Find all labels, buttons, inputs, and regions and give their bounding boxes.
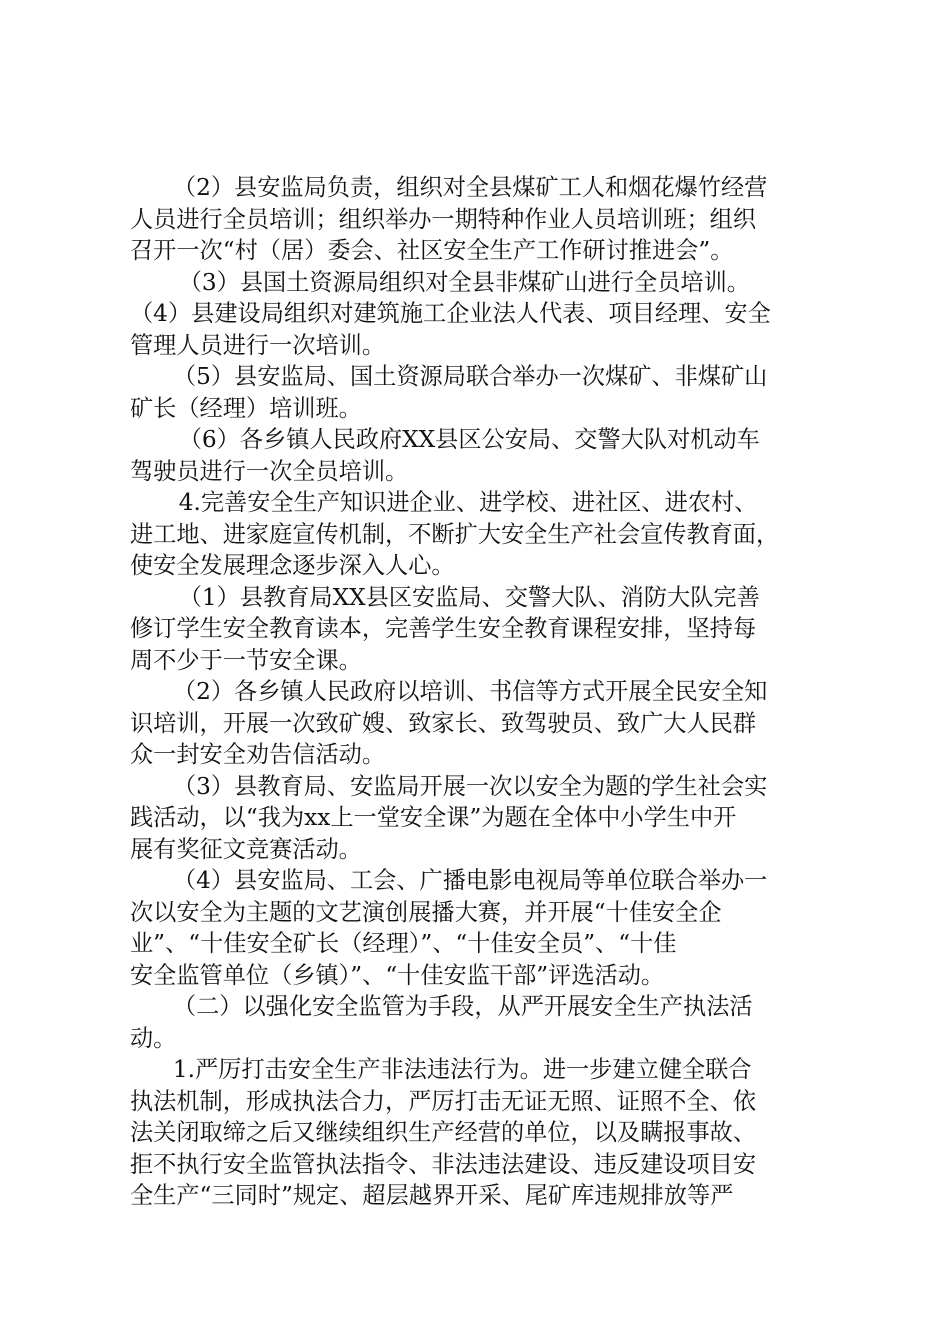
text-line: （6）各乡镇人民政府XX县区公安局、交警大队对机动车 — [178, 426, 760, 453]
text-line: （3）县国土资源局组织对全县非煤矿山进行全员培训。 — [178, 268, 750, 296]
text-line: 识培训，开展一次致矿嫂、致家长、致驾驶员、致广大人民群 — [130, 709, 757, 737]
text-line: 使安全发展理念逐步深入人心。 — [130, 552, 455, 579]
paragraph — [130, 676, 840, 771]
text-line: （2）各乡镇人民政府以培训、书信等方式开展全民安全知 — [172, 678, 768, 705]
text-line: 进工地、进家庭宣传机制，不断扩大安全生产社会宣传教育面， — [130, 520, 780, 548]
text-line: 践活动，以“我为xx上一堂安全课”为题在全体中小学生中开 — [130, 804, 737, 831]
text-line: 拒不执行安全监管执法指令、非法违法建设、违反建设项目安 — [130, 1150, 757, 1178]
text-line: 修订学生安全教育读本，完善学生安全教育课程安排，坚持每 — [130, 615, 757, 642]
paragraph — [130, 865, 840, 991]
paragraph — [130, 172, 840, 267]
text-line: 动。 — [130, 1024, 177, 1052]
text-line: （4）县安监局、工会、广播电影电视局等单位联合举办一 — [172, 867, 768, 894]
paragraph — [130, 424, 840, 487]
paragraph — [130, 361, 840, 424]
text-line: 1.严厉打击安全生产非法违法行为。进一步建立健全联合 — [172, 1056, 752, 1083]
text-line: 管理人员进行一次培训。 — [130, 331, 386, 359]
paragraph — [130, 487, 840, 582]
text-line: 众一封安全劝告信活动。 — [130, 741, 386, 768]
text-line: （4）县建设局组织对建筑施工企业法人代表、项目经理、安全 — [130, 300, 771, 327]
paragraph — [130, 298, 840, 361]
text-line: （1）县教育局XX县区安监局、交警大队、消防大队完善 — [178, 583, 760, 611]
text-line: 周不少于一节安全课。 — [130, 646, 362, 674]
text-line: 人员进行全员培训；组织举办一期特种作业人员培训班；组织 — [130, 205, 757, 233]
text-line: 4.完善安全生产知识进企业、进学校、进社区、进农村、 — [178, 489, 758, 516]
text-line: 执法机制，形成执法合力，严厉打击无证无照、证照不全、依 — [130, 1087, 757, 1115]
text-line: 展有奖征文竞赛活动。 — [130, 835, 362, 863]
paragraph — [130, 771, 840, 866]
text-line: 次以安全为主题的文艺演创展播大赛，并开展“十佳安全企 — [130, 898, 722, 926]
text-line: 全生产“三同时”规定、超层越界开采、尾矿库违规排放等严 — [130, 1182, 734, 1209]
text-line: 安全监管单位（乡镇）”、“十佳安监干部”评选活动。 — [130, 961, 665, 989]
text-line: （2）县安监局负责，组织对全县煤矿工人和烟花爆竹经营 — [172, 174, 768, 201]
paragraph — [130, 991, 840, 1054]
paragraph — [130, 582, 840, 677]
text-line: （3）县教育局、安监局开展一次以安全为题的学生社会实 — [172, 772, 768, 800]
text-line: 业”、“十佳安全矿长（经理）”、“十佳安全员”、“十佳 — [130, 930, 677, 957]
paragraph — [130, 1054, 840, 1212]
paragraph — [130, 267, 840, 299]
text-line: 召开一次“村（居）委会、社区安全生产工作研讨推进会”。 — [130, 237, 734, 264]
text-line: 驾驶员进行一次全员培训。 — [130, 457, 409, 485]
text-line: 矿长（经理）培训班。 — [130, 394, 362, 422]
text-line: （5）县安监局、国土资源局联合举办一次煤矿、非煤矿山 — [172, 363, 768, 390]
text-line: （二）以强化安全监管为手段，从严开展安全生产执法活 — [172, 993, 753, 1020]
text-line: 法关闭取缔之后又继续组织生产经营的单位，以及瞒报事故、 — [130, 1119, 757, 1146]
document-page — [130, 172, 840, 1212]
